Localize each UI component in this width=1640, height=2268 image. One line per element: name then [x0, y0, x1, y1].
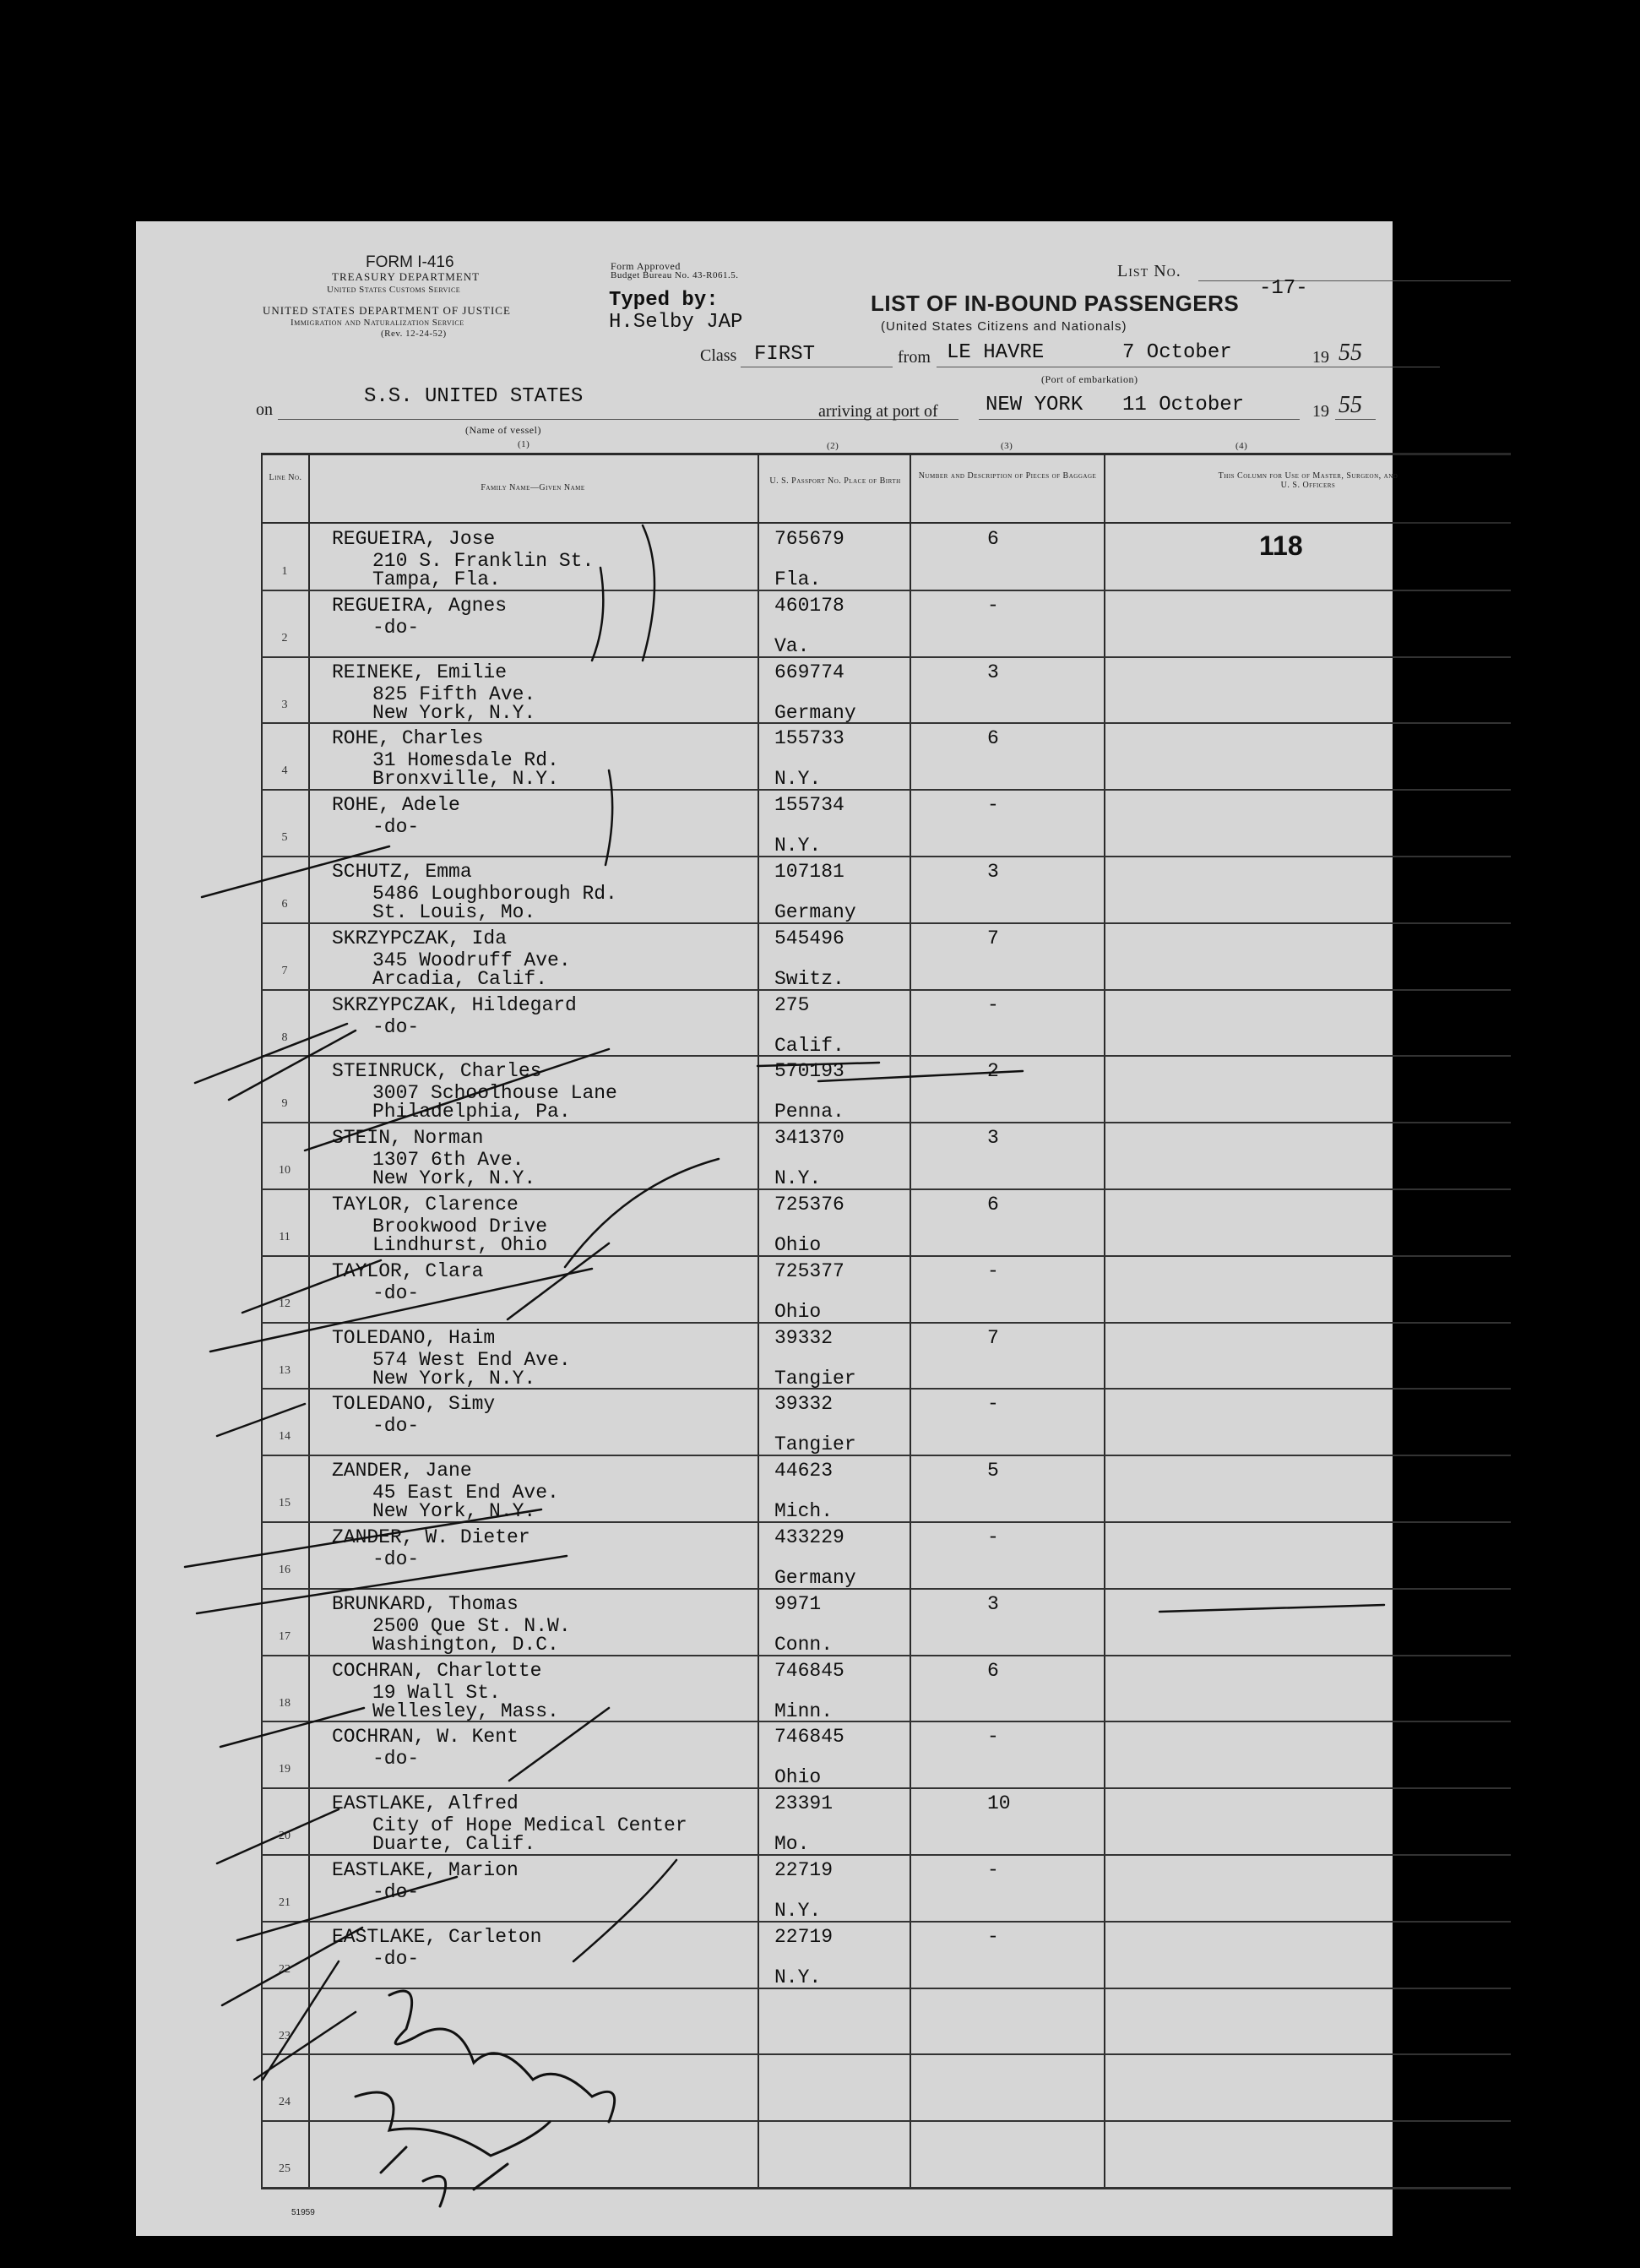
- passport-number: 22719: [774, 1926, 834, 1948]
- passenger-city: New York, N.Y.: [372, 1368, 536, 1390]
- line-number: 13: [279, 1364, 291, 1377]
- passenger-name: TAYLOR, Clara: [332, 1260, 484, 1282]
- port-caption: (Port of embarkation): [1041, 373, 1138, 385]
- line-number: 9: [281, 1097, 288, 1110]
- column-header-passport: U. S. Passport No. Place of Birth: [769, 476, 901, 486]
- passenger-address: 5486 Loughborough Rd.: [372, 883, 617, 905]
- place-of-birth: N.Y.: [774, 768, 822, 790]
- row-rule: [261, 1455, 1511, 1456]
- passenger-name: TOLEDANO, Haim: [332, 1327, 496, 1349]
- passenger-city: Lindhurst, Ohio: [372, 1234, 548, 1256]
- vessel-caption: (Name of vessel): [465, 424, 541, 436]
- passenger-address: 345 Woodruff Ave.: [372, 949, 571, 971]
- line-number: 8: [281, 1031, 288, 1044]
- line-number: 7: [281, 965, 288, 977]
- place-of-birth: Mo.: [774, 1833, 810, 1855]
- passenger-address: 31 Homesdale Rd.: [372, 749, 559, 771]
- passenger-address: -do-: [372, 1016, 420, 1038]
- passenger-address: 574 West End Ave.: [372, 1349, 571, 1371]
- passport-number: 341370: [774, 1127, 844, 1149]
- passport-number: 107181: [774, 861, 844, 883]
- row-rule: [261, 2120, 1511, 2122]
- check-mark: [565, 1159, 719, 1267]
- passport-number: 44623: [774, 1460, 834, 1482]
- place-of-birth: N.Y.: [774, 1167, 822, 1189]
- place-of-birth: Germany: [774, 901, 856, 923]
- place-of-birth: Conn.: [774, 1634, 834, 1656]
- passenger-address: 210 S. Franklin St.: [372, 550, 595, 572]
- column-rule: [1104, 453, 1105, 2189]
- column-number: (3): [1001, 441, 1013, 451]
- line-number: 12: [279, 1297, 291, 1310]
- row-rule: [261, 2187, 1511, 2189]
- passenger-name: EASTLAKE, Carleton: [332, 1926, 542, 1948]
- place-of-birth: Germany: [774, 1567, 856, 1589]
- baggage-count: -: [987, 1726, 999, 1748]
- passenger-name: STEIN, Norman: [332, 1127, 484, 1149]
- column-rule: [910, 453, 911, 2189]
- form-stock-code: 51959: [291, 2208, 315, 2217]
- passenger-class: FIRST: [754, 343, 816, 366]
- row-rule: [261, 1055, 1511, 1057]
- line-number: 14: [279, 1430, 291, 1443]
- line-number: 6: [281, 898, 288, 911]
- check-mark: [592, 568, 603, 661]
- port-of-embarkation: LE HAVRE: [947, 341, 1045, 364]
- place-of-birth: Va.: [774, 635, 810, 657]
- check-mark: [254, 2012, 356, 2080]
- baggage-count: 7: [987, 1327, 999, 1349]
- passenger-address: 19 Wall St.: [372, 1682, 501, 1704]
- arrival-year: 55: [1339, 392, 1362, 418]
- passenger-city: Bronxville, N.Y.: [372, 768, 559, 790]
- passenger-name: STEINRUCK, Charles: [332, 1060, 542, 1082]
- passport-number: 22719: [774, 1859, 834, 1881]
- passport-number: 460178: [774, 595, 844, 617]
- immigration-service: Immigration and Naturalization Service: [291, 318, 464, 328]
- budget-bureau: Budget Bureau No. 43-R061.5.: [611, 270, 739, 280]
- passenger-address: -do-: [372, 1881, 420, 1903]
- form-number: FORM I-416: [366, 253, 454, 271]
- manifest-page: [136, 221, 1398, 2236]
- column-number: (1): [518, 439, 530, 449]
- place-of-birth: Ohio: [774, 1766, 822, 1788]
- baggage-count: 3: [987, 1127, 999, 1149]
- line-number: 18: [279, 1697, 291, 1710]
- line-number: 19: [279, 1763, 291, 1776]
- column-number: (4): [1235, 441, 1248, 451]
- arrival-port: NEW YORK: [986, 394, 1083, 416]
- passport-number: 746845: [774, 1726, 844, 1748]
- column-number: (2): [827, 441, 839, 451]
- baggage-count: -: [987, 1526, 999, 1548]
- passport-number: 155734: [774, 794, 844, 816]
- row-rule: [261, 2053, 1511, 2055]
- form-title: LIST OF IN-BOUND PASSENGERS: [871, 291, 1240, 316]
- table-left-rule: [261, 453, 263, 2189]
- bracket-mark: [643, 525, 654, 661]
- check-mark: [1159, 1605, 1384, 1612]
- passport-number: 275: [774, 994, 810, 1016]
- column-rule: [308, 453, 310, 2189]
- check-mark: [573, 1860, 676, 1961]
- list-number: -17-: [1259, 277, 1308, 300]
- line-number: 20: [279, 1830, 291, 1842]
- passenger-address: 3007 Schoolhouse Lane: [372, 1082, 617, 1104]
- baggage-count: 2: [987, 1060, 999, 1082]
- passenger-name: BRUNKARD, Thomas: [332, 1593, 519, 1615]
- place-of-birth: Minn.: [774, 1700, 834, 1722]
- place-of-birth: Germany: [774, 702, 856, 724]
- form-approved: Form Approved: [611, 260, 681, 272]
- line-number: 5: [281, 831, 288, 844]
- baggage-count: 10: [987, 1792, 1011, 1814]
- column-rule: [758, 453, 759, 2189]
- line-number: 10: [279, 1164, 291, 1177]
- passenger-address: -do-: [372, 1282, 420, 1304]
- passenger-address: -do-: [372, 1548, 420, 1570]
- passenger-address: -do-: [372, 1948, 420, 1970]
- passenger-city: New York, N.Y.: [372, 1500, 536, 1522]
- passenger-city: New York, N.Y.: [372, 1167, 536, 1189]
- baggage-count: -: [987, 994, 999, 1016]
- place-of-birth: N.Y.: [774, 835, 822, 857]
- passport-number: 39332: [774, 1393, 834, 1415]
- row-rule: [261, 1787, 1511, 1789]
- year-prefix: 19: [1312, 402, 1329, 421]
- passport-number: 23391: [774, 1792, 834, 1814]
- place-of-birth: Switz.: [774, 968, 844, 990]
- baggage-count: 3: [987, 1593, 999, 1615]
- from-label: from: [898, 348, 931, 367]
- passenger-name: TOLEDANO, Simy: [332, 1393, 496, 1415]
- passenger-address: -do-: [372, 1748, 420, 1770]
- baggage-count: 3: [987, 661, 999, 683]
- passenger-address: Brookwood Drive: [372, 1216, 548, 1237]
- line-number: 15: [279, 1497, 291, 1509]
- passport-number: 433229: [774, 1526, 844, 1548]
- typed-by-label: Typed by:: [609, 289, 719, 312]
- passenger-address: 1307 6th Ave.: [372, 1149, 524, 1171]
- arrival-date: 11 October: [1122, 394, 1245, 416]
- passenger-name: EASTLAKE, Alfred: [332, 1792, 519, 1814]
- passenger-city: New York, N.Y.: [372, 702, 536, 724]
- passenger-name: ROHE, Adele: [332, 794, 460, 816]
- passenger-name: SKRZYPCZAK, Ida: [332, 927, 508, 949]
- passport-number: 155733: [774, 727, 844, 749]
- passenger-name: REGUEIRA, Agnes: [332, 595, 508, 617]
- baggage-count: 3: [987, 861, 999, 883]
- passenger-city: Tampa, Fla.: [372, 568, 501, 590]
- passenger-name: ZANDER, Jane: [332, 1460, 472, 1482]
- line-number: 21: [279, 1896, 291, 1909]
- passport-number: 39332: [774, 1327, 834, 1349]
- table-top-rule: [261, 453, 1511, 455]
- passenger-name: REINEKE, Emilie: [332, 661, 508, 683]
- departure-date: 7 October: [1122, 341, 1232, 364]
- passenger-address: -do-: [372, 816, 420, 838]
- baggage-count: 6: [987, 727, 999, 749]
- line-number: 16: [279, 1564, 291, 1576]
- passenger-city: St. Louis, Mo.: [372, 901, 536, 923]
- customs-service: United States Customs Service: [327, 285, 461, 295]
- class-label: Class: [700, 346, 737, 365]
- passenger-address: City of Hope Medical Center: [372, 1814, 687, 1836]
- treasury-department: TREASURY DEPARTMENT: [332, 270, 481, 283]
- passenger-name: SKRZYPCZAK, Hildegard: [332, 994, 577, 1016]
- row-rule: [261, 1322, 1511, 1324]
- passport-number: 9971: [774, 1593, 822, 1615]
- arriving-label: arriving at port of: [818, 402, 938, 421]
- line-number: 3: [281, 699, 288, 711]
- place-of-birth: Ohio: [774, 1301, 822, 1323]
- line-number: 1: [281, 565, 288, 578]
- baggage-count: -: [987, 1260, 999, 1282]
- passport-number: 746845: [774, 1660, 844, 1682]
- baggage-count: 6: [987, 528, 999, 550]
- year-prefix: 19: [1312, 348, 1329, 367]
- typed-by: H.Selby JAP: [609, 311, 743, 334]
- passport-number: 725376: [774, 1194, 844, 1216]
- baggage-count: 5: [987, 1460, 999, 1482]
- line-number: 2: [281, 632, 288, 645]
- passenger-city: Arcadia, Calif.: [372, 968, 548, 990]
- place-of-birth: Mich.: [774, 1500, 834, 1522]
- inspector-signature: [356, 1991, 615, 2206]
- check-mark: [263, 1961, 339, 2080]
- place-of-birth: Penna.: [774, 1101, 844, 1123]
- passenger-address: 2500 Que St. N.W.: [372, 1615, 571, 1637]
- passenger-name: ZANDER, W. Dieter: [332, 1526, 530, 1548]
- passenger-address: -do-: [372, 1415, 420, 1437]
- column-header-officers: This Column for Use of Master, Surgeon, and U. S. Officers: [1218, 471, 1398, 490]
- baggage-count: -: [987, 595, 999, 617]
- row-rule: [261, 1988, 1511, 1989]
- passenger-address: 45 East End Ave.: [372, 1482, 559, 1504]
- row-rule: [261, 856, 1511, 857]
- line-number: 23: [279, 2030, 291, 2042]
- place-of-birth: Tangier: [774, 1368, 856, 1390]
- place-of-birth: Tangier: [774, 1433, 856, 1455]
- line-number: 24: [279, 2096, 291, 2108]
- baggage-count: -: [987, 1393, 999, 1415]
- baggage-count: 6: [987, 1660, 999, 1682]
- bracket-mark: [605, 770, 612, 865]
- passenger-name: EASTLAKE, Marion: [332, 1859, 519, 1881]
- vessel-name: S.S. UNITED STATES: [364, 385, 584, 408]
- passenger-name: REGUEIRA, Jose: [332, 528, 496, 550]
- baggage-count: -: [987, 1926, 999, 1948]
- passport-number: 570193: [774, 1060, 844, 1082]
- passenger-name: COCHRAN, W. Kent: [332, 1726, 519, 1748]
- column-header-name: Family Name—Given Name: [481, 483, 585, 492]
- revision-date: (Rev. 12-24-52): [381, 329, 447, 339]
- passenger-address: 825 Fifth Ave.: [372, 683, 536, 705]
- place-of-birth: N.Y.: [774, 1966, 822, 1988]
- passport-number: 765679: [774, 528, 844, 550]
- officer-note: 118: [1259, 530, 1303, 561]
- line-number: 17: [279, 1630, 291, 1643]
- baggage-count: 6: [987, 1194, 999, 1216]
- column-header-baggage: Number and Description of Pieces of Baggage: [918, 471, 1097, 481]
- line-number: 22: [279, 1963, 291, 1976]
- place-of-birth: N.Y.: [774, 1900, 822, 1922]
- place-of-birth: Fla.: [774, 568, 822, 590]
- header-rule: [261, 522, 1511, 524]
- passport-number: 545496: [774, 927, 844, 949]
- line-number: 25: [279, 2162, 291, 2175]
- row-rule: [261, 656, 1511, 658]
- line-number: 11: [279, 1231, 291, 1243]
- passport-number: 725377: [774, 1260, 844, 1282]
- form-subtitle: (United States Citizens and Nationals): [881, 319, 1127, 334]
- column-header-line: Line No.: [269, 473, 302, 482]
- passenger-name: ROHE, Charles: [332, 727, 484, 749]
- passenger-name: COCHRAN, Charlotte: [332, 1660, 542, 1682]
- passenger-address: -do-: [372, 617, 420, 639]
- baggage-count: -: [987, 794, 999, 816]
- departure-year: 55: [1339, 340, 1362, 366]
- place-of-birth: Calif.: [774, 1035, 844, 1057]
- passenger-name: SCHUTZ, Emma: [332, 861, 472, 883]
- baggage-count: 7: [987, 927, 999, 949]
- baggage-count: -: [987, 1859, 999, 1881]
- on-label: on: [256, 400, 273, 419]
- row-rule: [261, 1588, 1511, 1590]
- line-number: 4: [281, 764, 288, 777]
- passport-number: 669774: [774, 661, 844, 683]
- department-of-justice: UNITED STATES DEPARTMENT OF JUSTICE: [263, 304, 511, 317]
- passenger-city: Duarte, Calif.: [372, 1833, 536, 1855]
- row-rule: [261, 1921, 1511, 1923]
- passenger-name: TAYLOR, Clarence: [332, 1194, 519, 1216]
- passenger-city: Wellesley, Mass.: [372, 1700, 559, 1722]
- passenger-city: Washington, D.C.: [372, 1634, 559, 1656]
- list-no-label: List No.: [1117, 262, 1181, 280]
- place-of-birth: Ohio: [774, 1234, 822, 1256]
- passenger-city: Philadelphia, Pa.: [372, 1101, 571, 1123]
